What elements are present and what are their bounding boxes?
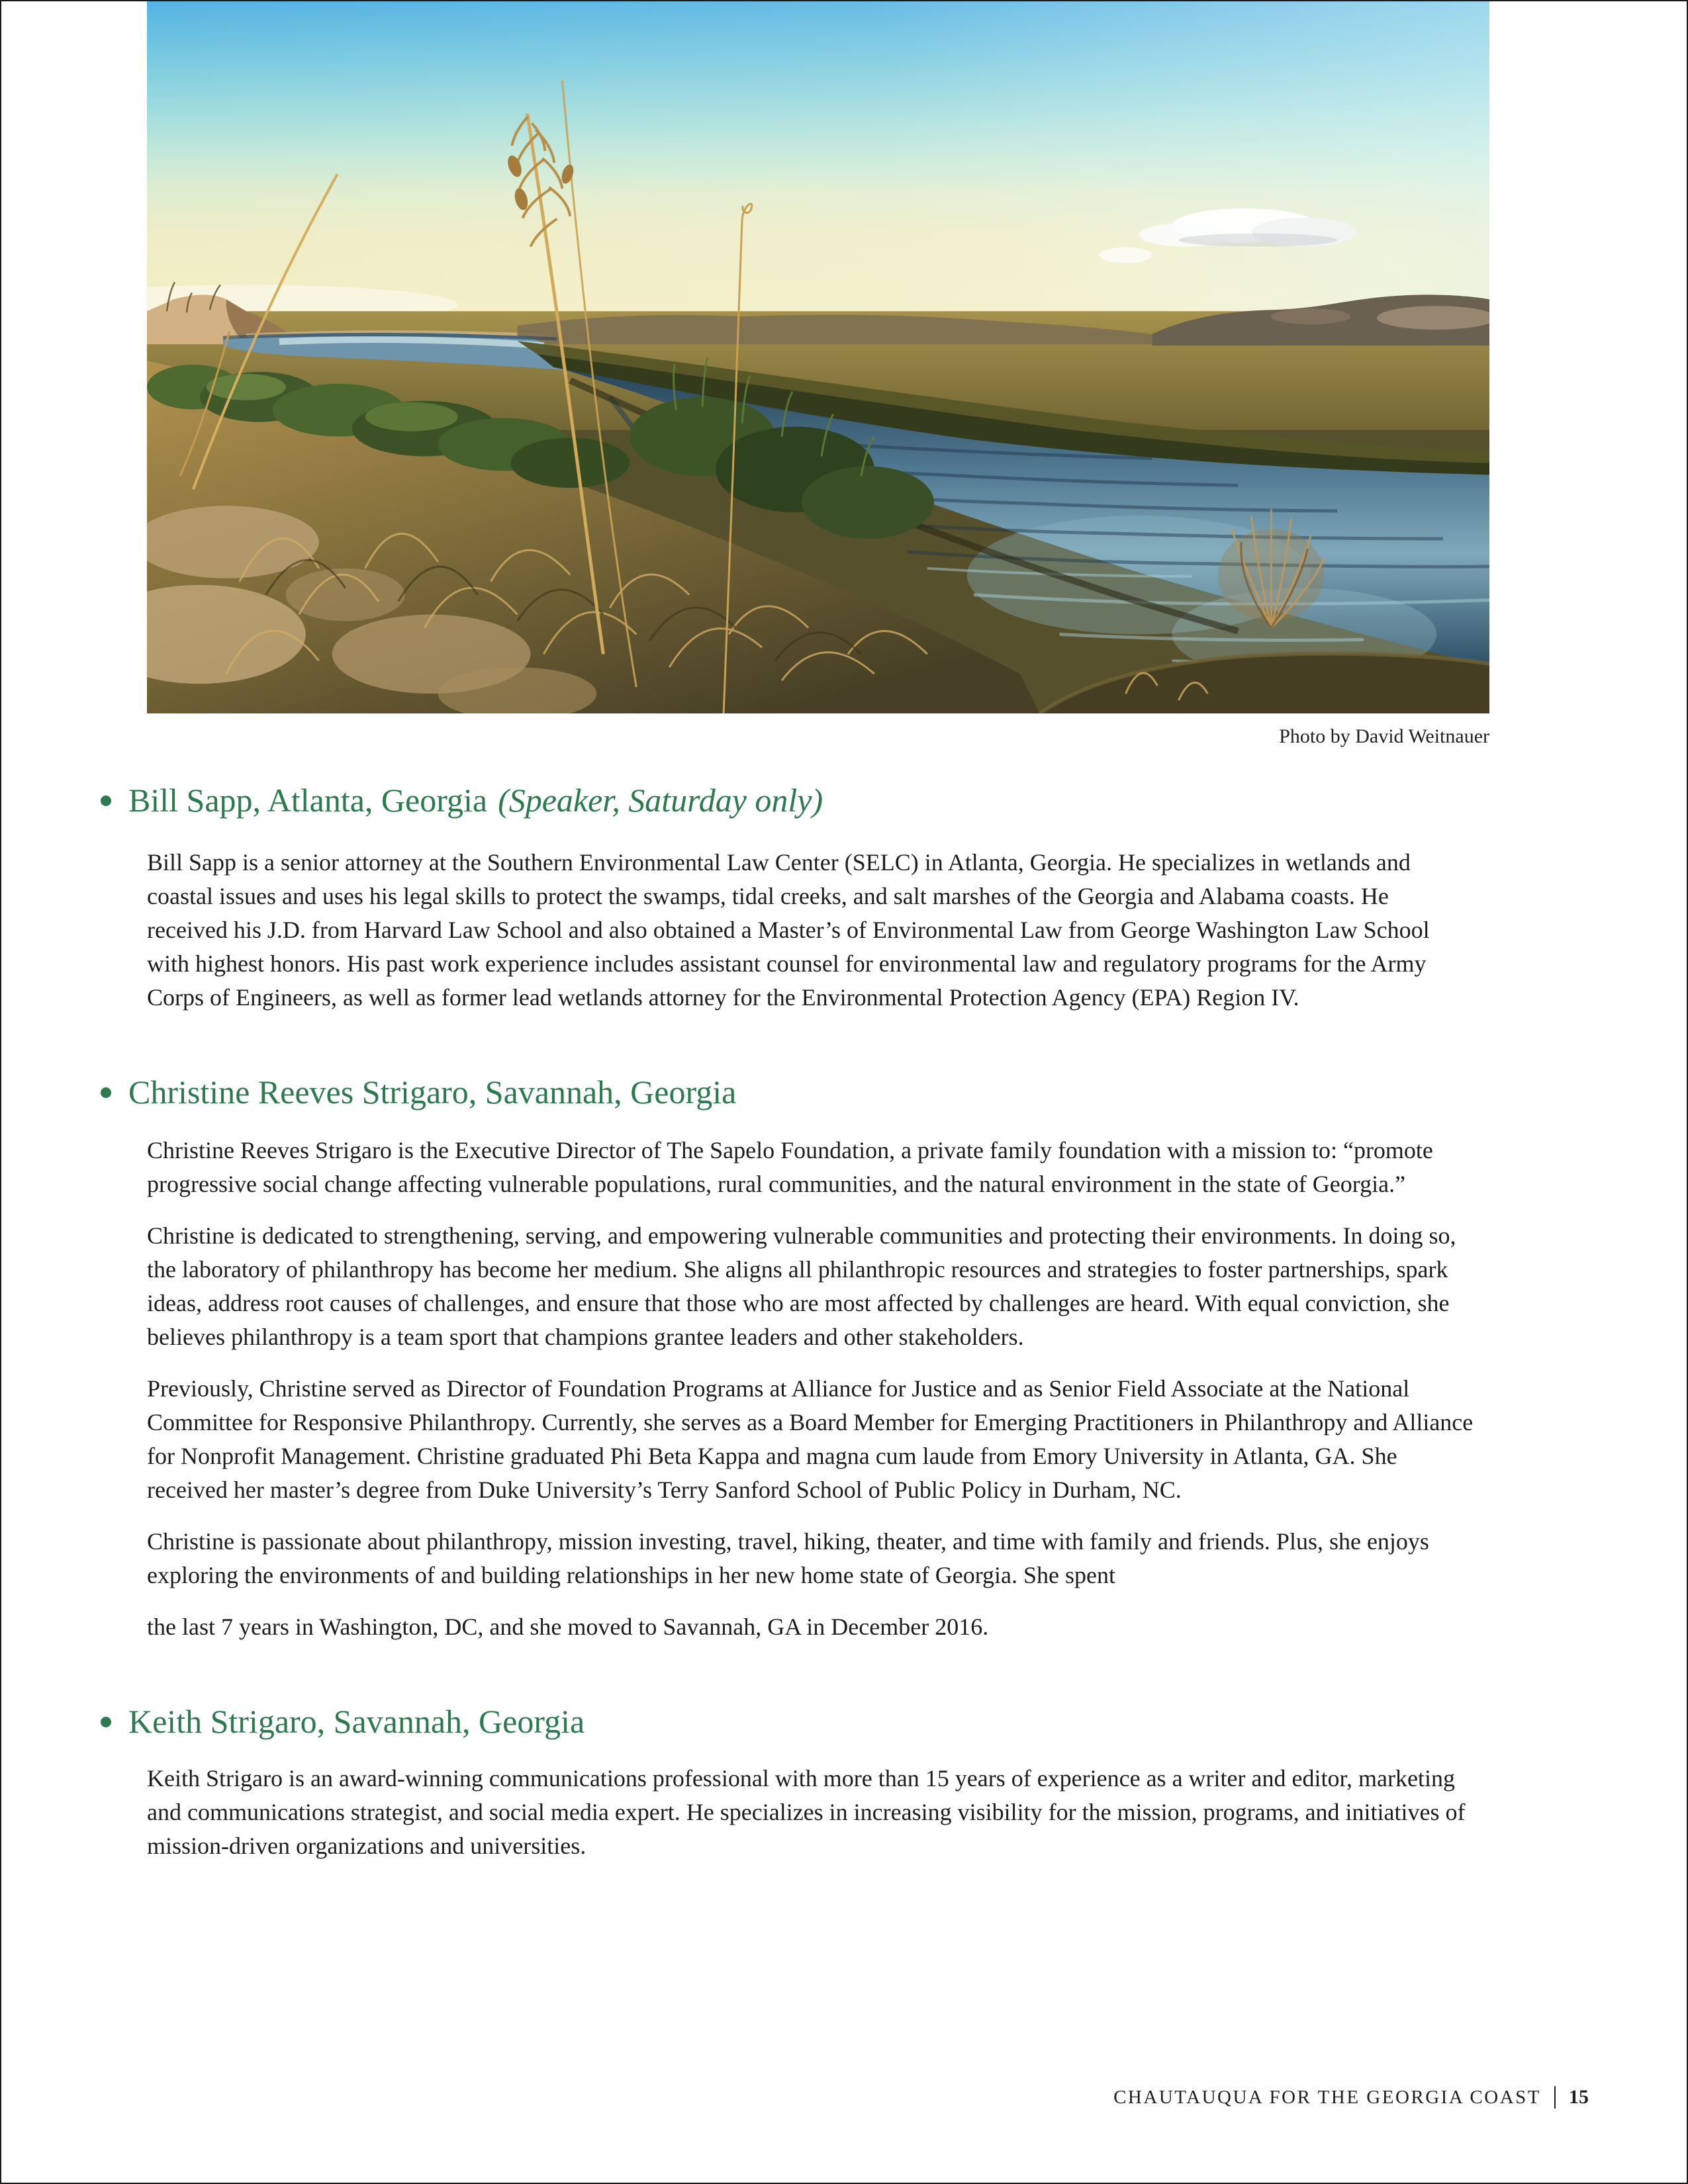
marsh-photo-illustration <box>147 1 1489 713</box>
section-heading-christine-strigaro <box>101 1071 1687 1113</box>
page-footer <box>1113 2086 1589 2109</box>
bio-paragraph: Bill Sapp is a senior attorney at the Southern Environmental Law Center (SELC) in Atlanta, Georgia. He specializes in wetlands and coastal issues and uses his legal skills to protect the swamps, tidal creeks, and salt marshes of the Georgia and Alabama coasts. He received his J.D. from Harvard Law School and also obtained a Master’s of Environmental Law from George Washington Law School with highest honors. His past work experience includes assistant counsel for environmental law and regulatory programs for the Army Corps of Engineers, as well as former lead wetlands attorney for the Environmental Protection Agency (EPA) Region IV. <box>147 849 1430 1011</box>
marsh-photo <box>147 1 1489 713</box>
section-heading-bill-sapp <box>101 780 1687 821</box>
bio-paragraph: Previously, Christine served as Director of Foundation Programs at Alliance for Justice and as Senior Field Associate at the National Committee for Responsive Philanthropy. Currently, she serves as a Board Member for Emerging Practitioners in Philanthropy and Alliance for Nonprofit Management. Christine graduated Phi Beta Kappa and magna cum laude from Emory University in Atlanta, GA. She received her master’s degree from Duke University’s Terry Sanford School of Public Policy in Durham, NC. <box>147 1375 1474 1503</box>
bullet-icon <box>101 796 111 806</box>
heading-note: (Speaker, Saturday only) <box>498 782 823 819</box>
section-keith-strigaro <box>101 1701 1687 1863</box>
section-christine-strigaro <box>101 1071 1687 1644</box>
bio-paragraph: the last 7 years in Washington, DC, and she moved to Savannah, GA in December 2016. <box>147 1614 989 1640</box>
footer-title: CHAUTAUQUA FOR THE GEORGIA COAST <box>1113 2086 1541 2108</box>
bio-paragraph: Keith Strigaro is an award-winning communications professional with more than 15 years of experience as a writer and editor, marketing and communications strategist, and social media expert. He specializes in increasing visibility for the mission, programs, and initiatives of mission-driven organizations and universities. <box>147 1765 1466 1859</box>
footer-divider <box>1554 2086 1556 2109</box>
bio-paragraph: Christine is dedicated to strengthening, serving, and empowering vulnerable communities and protecting their environments. In doing so, the laboratory of philanthropy has become her medium. She aligns all philanthropic resources and strategies to foster partnerships, spark ideas, address root causes of challenges, and ensure that those who are most affected by challenges are heard. With equal conviction, she believes philanthropy is a team sport that champions grantee leaders and other stakeholders. <box>147 1222 1456 1350</box>
bio-paragraph: Christine is passionate about philanthropy, mission investing, travel, hiking, theater, and time with family and friends. Plus, she enjoys exploring the environments of and building relationships in her new home state of Georgia. She spent <box>147 1528 1429 1588</box>
bio-paragraph: Christine Reeves Strigaro is the Executive Director of The Sapelo Foundation, a private family foundation with a mission to: “promote progressive social change affecting vulnerable populations, rural communities, and the natural environment in the state of Georgia.” <box>147 1137 1433 1197</box>
bullet-icon <box>101 1717 111 1727</box>
section-bill-sapp <box>101 780 1687 1015</box>
speaker-name-heading: Keith Strigaro, Savannah, Georgia <box>128 1703 585 1740</box>
footer-page-number: 15 <box>1569 2086 1589 2108</box>
photo-caption: Photo by David Weitnauer <box>1279 725 1489 747</box>
speaker-name-heading: Bill Sapp, Atlanta, Georgia <box>128 782 488 819</box>
bullet-icon <box>101 1087 111 1098</box>
section-heading-keith-strigaro <box>101 1701 1687 1742</box>
speaker-name-heading: Christine Reeves Strigaro, Savannah, Georgia <box>128 1073 737 1111</box>
